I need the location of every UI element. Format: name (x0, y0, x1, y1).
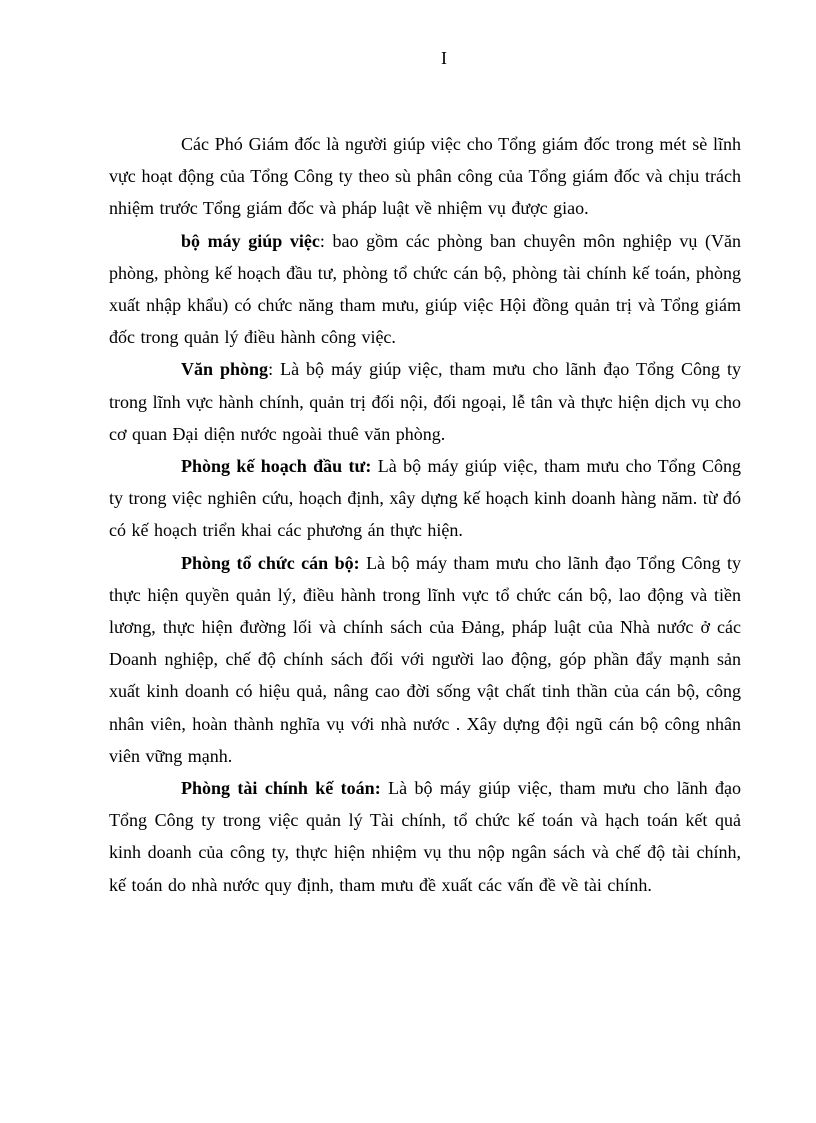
paragraph-text: Là bộ máy tham mưu cho lãnh đạo Tổng Công ty thực hiện quyền quản lý, điều hành trong lĩnh vực tổ chức cán bộ, lao động và tiền lương, thực hiện đường lối và chính sách của Đảng, pháp luật của Nhà nước ở các Doanh nghiệp, chế độ chính sách đối với người lao động, góp phần đẩy mạnh sản xuất kinh doanh có hiệu quả, nâng cao đời sống vật chất tinh thần của cán bộ, công nhân viên, hoàn thành nghĩa vụ với nhà nước . Xây dựng đội ngũ cán bộ công nhân viên vững mạnh. (109, 552, 741, 766)
paragraph-text: Là bộ máy giúp việc, tham mưu cho Tổng Công ty trong việc nghiên cứu, hoạch định, xây dựng kế hoạch kinh doanh hàng năm. từ đó có kế hoạch triển khai các phương án thực hiện. (109, 456, 741, 541)
paragraph-term: Phòng tài chính kế toán: (181, 778, 381, 799)
paragraph-term: Văn phòng (181, 359, 269, 380)
paragraph-deputy-directors (109, 128, 741, 225)
paragraph-finance-accounting (109, 772, 741, 901)
paragraph-term: Phòng kế hoạch đầu tư: (181, 456, 372, 477)
paragraph-support-apparatus (109, 225, 741, 354)
paragraph-text: Các Phó Giám đốc là người giúp việc cho Tổng giám đốc trong mét sè lĩnh vực hoạt động của Tổng Công ty theo sù phân công của Tổng giám đốc và chịu trách nhiệm trước Tổng giám đốc và pháp luật về nhiệm vụ được giao. (109, 134, 741, 219)
paragraph-term: Phòng tổ chức cán bộ: (181, 552, 360, 573)
paragraph-planning-investment (109, 450, 741, 547)
paragraph-term: bộ máy giúp việc (181, 230, 320, 251)
page-number: I (441, 48, 447, 68)
paragraph-personnel (109, 547, 741, 772)
paragraph-text: : bao gồm các phòng ban chuyên môn nghiệp vụ (Văn phòng, phòng kế hoạch đầu tư, phòng tổ chức cán bộ, phòng tài chính kế toán, phòng xuất nhập khẩu) có chức năng tham mưu, giúp việc Hội đồng quản trị và Tổng giám đốc trong quản lý điều hành công việc. (109, 230, 741, 348)
paragraph-text: Là bộ máy giúp việc, tham mưu cho lãnh đạo Tổng Công ty trong việc quản lý Tài chính, tổ chức kế toán và hạch toán kết quả kinh doanh của công ty, thực hiện nhiệm vụ thu nộp ngân sách và chế độ tài chính, kế toán do nhà nước quy định, tham mưu đề xuất các vấn đề về tài chính. (109, 778, 741, 895)
document-body (109, 128, 741, 901)
paragraph-text: : Là bộ máy giúp việc, tham mưu cho lãnh đạo Tổng Công ty trong lĩnh vực hành chính, quản trị đối nội, đối ngoại, lễ tân và thực hiện dịch vụ cho cơ quan Đại diện nước ngoài thuê văn phòng. (109, 359, 741, 444)
paragraph-office (109, 353, 741, 450)
